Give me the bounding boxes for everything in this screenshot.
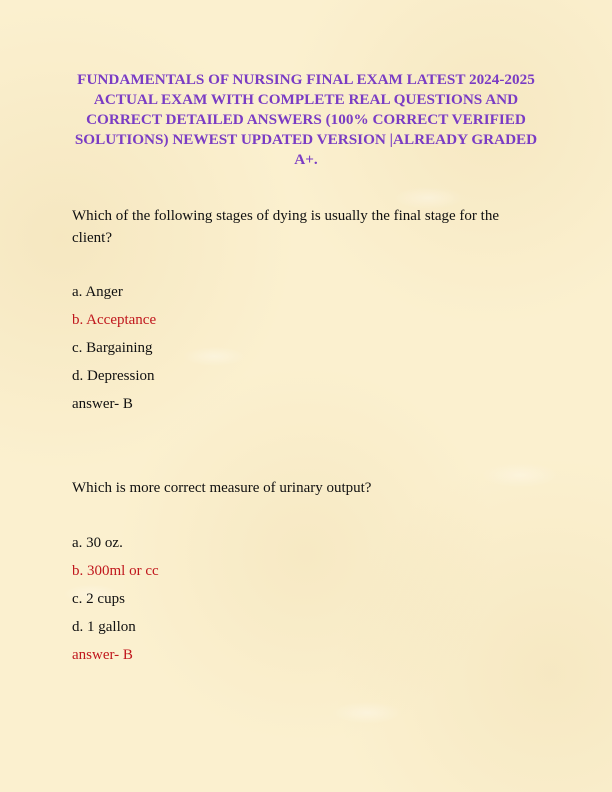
question-2-option-a: a. 30 oz. [72, 535, 123, 551]
question-1-option-d: d. Depression [72, 368, 155, 384]
question-1-option-a: a. Anger [72, 284, 123, 300]
question-2-answer: answer- B [72, 647, 133, 663]
question-1-text: Which of the following stages of dying is usually the final stage for the client? [72, 208, 499, 246]
question-1-answer: answer- B [72, 396, 133, 412]
question-2-text: Which is more correct measure of urinary output? [72, 480, 372, 496]
document-title: FUNDAMENTALS OF NURSING FINAL EXAM LATEST 2024-2025 ACTUAL EXAM WITH COMPLETE REAL QUESTIONS AND CORRECT DETAILED ANSWERS (100% CORRECT VERIFIED SOLUTIONS) NEWEST UPDATED VERSION |ALREADY GRADED A+. [74, 71, 538, 168]
question-1-option-b-correct: b. Acceptance [72, 312, 157, 328]
question-2-option-b-correct: b. 300ml or cc [72, 563, 159, 579]
question-2-option-c: c. 2 cups [72, 591, 125, 607]
question-2-option-d: d. 1 gallon [72, 619, 136, 635]
question-1-option-c: c. Bargaining [72, 340, 153, 356]
